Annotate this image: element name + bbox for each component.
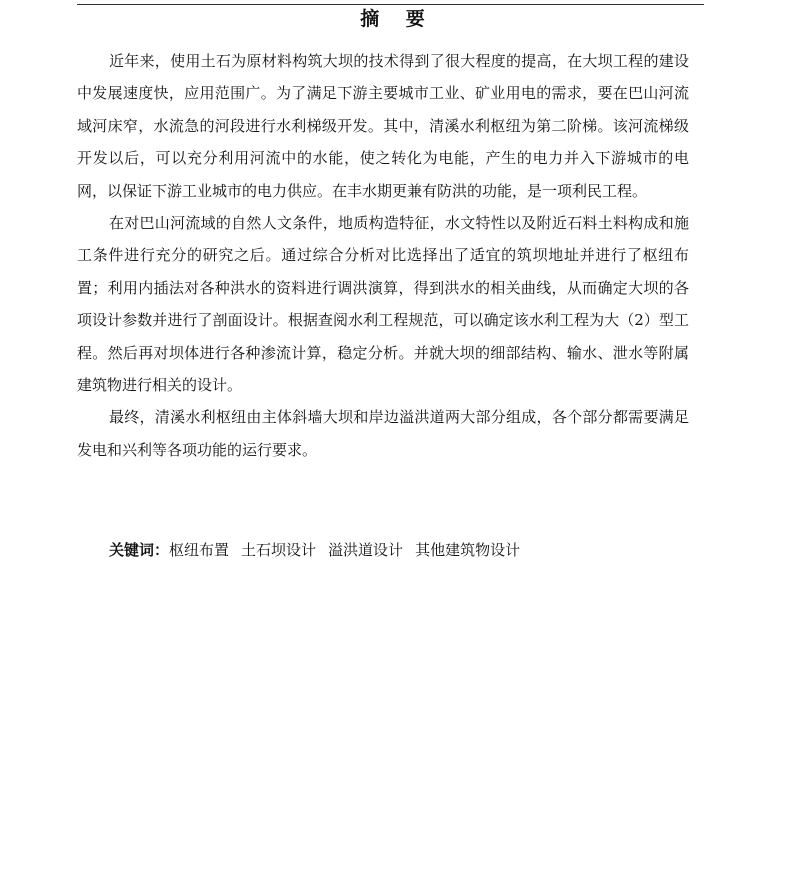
header-rule: [77, 4, 704, 5]
keywords-line: [109, 535, 699, 565]
abstract-paragraph-1: 近年来，使用土石为原材料构筑大坝的技术得到了很大程度的提高，在大坝工程的建设中发展速度快，应用范围广。为了满足下游主要城市工业、矿业用电的需求，要在巴山河流域河床窄，水流急的河段进行水利梯级开发。其中，清溪水利枢纽为第二阶梯。该河流梯级开发以后，可以充分利用河流中的水能，使之转化为电能，产生的电力并入下游城市的电网，以保证下游工业城市的电力供应。在丰水期更兼有防洪的功能，是一项利民工程。: [77, 52, 689, 200]
abstract-body: [77, 45, 689, 466]
page-title: 摘 要: [360, 8, 435, 30]
keyword-item: 土石坝设计: [241, 541, 317, 559]
keyword-item: 枢纽布置: [169, 541, 230, 559]
abstract-paragraph-2: 在对巴山河流域的自然人文条件，地质构造特征，水文特性以及附近石料土料构成和施工条件进行充分的研究之后。通过综合分析对比选择出了适宜的筑坝地址并进行了枢纽布置；利用内插法对各种洪水的资料进行调洪演算，得到洪水的相关曲线，从而确定大坝的各项设计参数并进行了剖面设计。根据查阅水利工程规范，可以确定该水利工程为大（2）型工程。然后再对坝体进行各种渗流计算，稳定分析。并就大坝的细部结构、输水、泄水等附属建筑物进行相关的设计。: [77, 214, 689, 395]
keyword-item: 其他建筑物设计: [415, 541, 521, 559]
abstract-paragraph-3: 最终，清溪水利枢纽由主体斜墙大坝和岸边溢洪道两大部分组成，各个部分都需要满足发电和兴利等各项功能的运行要求。: [77, 408, 689, 459]
keyword-item: 溢洪道设计: [328, 541, 404, 559]
keywords-label: 关键词：: [109, 541, 170, 559]
